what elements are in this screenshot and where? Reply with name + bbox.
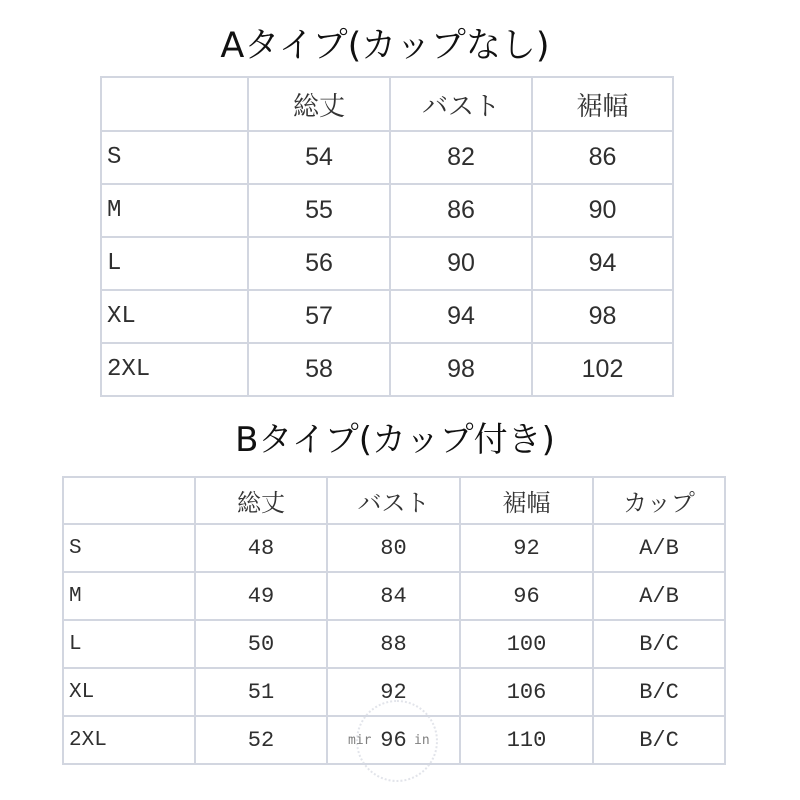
length-value: 54 bbox=[248, 131, 390, 184]
size-label: S bbox=[63, 524, 195, 572]
header-length: 総丈 bbox=[248, 77, 390, 131]
length-value: 48 bbox=[195, 524, 327, 572]
length-value: 57 bbox=[248, 290, 390, 343]
cup-value: B/C bbox=[593, 620, 725, 668]
bust-value: 90 bbox=[390, 237, 532, 290]
length-value: 52 bbox=[195, 716, 327, 764]
cup-value: A/B bbox=[593, 572, 725, 620]
bust-value: 82 bbox=[390, 131, 532, 184]
size-label: M bbox=[63, 572, 195, 620]
table-header-row bbox=[63, 477, 725, 524]
header-bust: バスト bbox=[390, 77, 532, 131]
cup-value: B/C bbox=[593, 716, 725, 764]
size-label: M bbox=[101, 184, 248, 237]
corner-cell bbox=[63, 477, 195, 524]
length-value: 49 bbox=[195, 572, 327, 620]
hem-value: 100 bbox=[460, 620, 593, 668]
hem-value: 94 bbox=[532, 237, 673, 290]
bust-value: 84 bbox=[327, 572, 460, 620]
length-value: 50 bbox=[195, 620, 327, 668]
length-value: 58 bbox=[248, 343, 390, 396]
header-hem: 裾幅 bbox=[532, 77, 673, 131]
size-label: L bbox=[101, 237, 248, 290]
table-header-row bbox=[101, 77, 673, 131]
size-table-a bbox=[100, 76, 674, 397]
length-value: 56 bbox=[248, 237, 390, 290]
table-row bbox=[101, 290, 673, 343]
header-cup: カップ bbox=[593, 477, 725, 524]
table-row bbox=[63, 572, 725, 620]
table-row bbox=[101, 237, 673, 290]
bust-value: 94 bbox=[390, 290, 532, 343]
hem-value: 92 bbox=[460, 524, 593, 572]
table-row bbox=[63, 716, 725, 764]
bust-value: 80 bbox=[327, 524, 460, 572]
bust-value: 86 bbox=[390, 184, 532, 237]
table-row bbox=[101, 184, 673, 237]
size-table-b bbox=[62, 476, 726, 765]
hem-value: 106 bbox=[460, 668, 593, 716]
table-b-title: Bタイプ(カップ付き) bbox=[235, 420, 555, 460]
header-hem: 裾幅 bbox=[460, 477, 593, 524]
watermark-text-left: mir bbox=[348, 733, 372, 748]
size-label: L bbox=[63, 620, 195, 668]
watermark-text-right: in bbox=[414, 733, 430, 748]
bust-value: 98 bbox=[390, 343, 532, 396]
size-label: 2XL bbox=[101, 343, 248, 396]
hem-value: 98 bbox=[532, 290, 673, 343]
bust-value: 92 bbox=[327, 668, 460, 716]
table-a-title: Aタイプ(カップなし) bbox=[220, 26, 550, 66]
size-label: XL bbox=[63, 668, 195, 716]
bust-value: 96 bbox=[327, 716, 460, 764]
header-bust: バスト bbox=[327, 477, 460, 524]
table-row bbox=[63, 524, 725, 572]
table-row bbox=[63, 620, 725, 668]
corner-cell bbox=[101, 77, 248, 131]
hem-value: 110 bbox=[460, 716, 593, 764]
length-value: 55 bbox=[248, 184, 390, 237]
hem-value: 96 bbox=[460, 572, 593, 620]
hem-value: 102 bbox=[532, 343, 673, 396]
size-label: S bbox=[101, 131, 248, 184]
table-row bbox=[63, 668, 725, 716]
table-row bbox=[101, 343, 673, 396]
hem-value: 90 bbox=[532, 184, 673, 237]
size-label: XL bbox=[101, 290, 248, 343]
bust-value: 88 bbox=[327, 620, 460, 668]
cup-value: B/C bbox=[593, 668, 725, 716]
size-label: 2XL bbox=[63, 716, 195, 764]
hem-value: 86 bbox=[532, 131, 673, 184]
length-value: 51 bbox=[195, 668, 327, 716]
cup-value: A/B bbox=[593, 524, 725, 572]
header-length: 総丈 bbox=[195, 477, 327, 524]
table-row bbox=[101, 131, 673, 184]
